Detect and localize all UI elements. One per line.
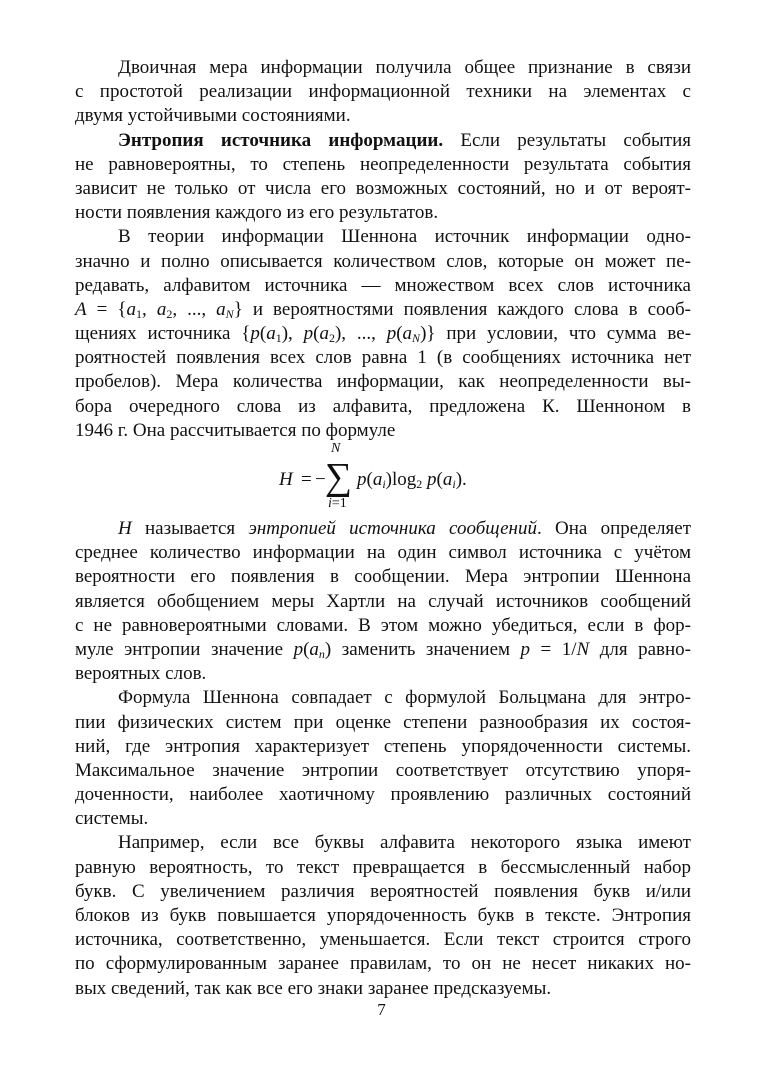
text-line — [75, 129, 691, 153]
text-fragment: ) — [385, 469, 392, 490]
text-line: вероятных слов. — [75, 663, 207, 685]
math-var: p — [250, 323, 260, 345]
text-line: букв. С увеличением различия вероятностей появления букв и/или — [75, 880, 691, 902]
page-number: 7 — [377, 1000, 386, 1019]
text-line: с не равновероятными словами. В этом можно убедиться, если в фор- — [75, 614, 691, 636]
text-line: равную вероятность, то текст превращается в бессмысленный набор — [75, 856, 691, 878]
text-fragment: для равно- — [589, 638, 691, 660]
text-line: 1946 г. Она рассчитывается по формуле — [75, 419, 396, 441]
text-fragment: ( — [313, 323, 320, 345]
text-fragment: Если результаты события — [443, 129, 691, 151]
text-line: ний, где энтропия характеризует степень упорядоченности системы. — [75, 735, 691, 757]
text-fragment: = { — [86, 298, 127, 320]
text-line: Двоичная мера информации получила общее признание в связи — [118, 57, 691, 78]
text-fragment: называется — [131, 518, 249, 539]
sum-upper-limit: N — [331, 441, 341, 456]
text-line: Например, если все буквы алфавита некоторого языка имеют — [118, 832, 691, 854]
math-subscript: 2 — [166, 306, 173, 321]
text-line — [75, 322, 691, 346]
text-line: бора очередного слова из алфавита, предложена К. Шенноном в — [75, 395, 691, 417]
paragraph — [75, 129, 691, 226]
math-var: p — [303, 323, 314, 345]
math-var: p — [293, 638, 304, 660]
text-fragment: ( — [259, 323, 267, 345]
text-fragment: щениях источника { — [75, 323, 251, 345]
math-var: i — [452, 477, 456, 491]
text-line: ности появления каждого из его результатов. — [75, 202, 439, 224]
text-fragment: , ..., — [172, 298, 217, 320]
math-subscript: 2 — [328, 331, 335, 346]
text-fragment: ), ..., — [334, 323, 387, 345]
paragraph — [75, 831, 691, 1000]
text-line: В теории информации Шеннона источник информации одно- — [118, 226, 691, 248]
sum-symbol: ∑ — [325, 456, 353, 498]
math-var: a — [442, 469, 453, 490]
text-fragment: муле энтропии значение — [75, 638, 294, 660]
math-subscript: 1 — [275, 331, 282, 346]
text-line: пии физических систем при оценке степени разнообразия их состоя- — [75, 711, 691, 733]
formula-minus: − — [315, 469, 326, 490]
sum-lower-limit: i=1 — [328, 496, 347, 511]
text-fragment: ( — [396, 323, 403, 345]
math-var: p — [422, 469, 437, 490]
text-line — [75, 638, 691, 662]
text-line: пробелов). Мера количества информации, как неопределенности вы- — [75, 371, 691, 393]
text-line: вых сведений, так как все его знаки заранее предсказуемы. — [75, 977, 552, 999]
text-line: двумя устойчивыми состояниями. — [75, 105, 351, 127]
math-var: A — [75, 298, 87, 320]
math-var: H — [118, 518, 132, 539]
text-line: роятностей появления всех слов равна 1 (в сообщениях источника нет — [75, 347, 691, 369]
formula-body — [357, 466, 467, 494]
text-fragment: )} при условии, что сумма ве- — [420, 323, 692, 345]
text-fragment: = 1/ — [530, 638, 577, 660]
text-line: среднее количество информации на один символ источника с учётом — [75, 542, 691, 564]
math-var: a — [126, 298, 137, 320]
text-fragment: ). — [455, 469, 467, 490]
math-var: p — [520, 638, 531, 660]
text-fragment: } и вероятностями появления каждого слова в сооб- — [233, 298, 692, 320]
math-var: a — [156, 298, 167, 320]
text-fragment: ), — [281, 323, 304, 345]
text-line: является обобщением меры Хартли на случай источников сообщений — [75, 590, 691, 612]
math-var: a — [402, 323, 413, 345]
entropy-formula — [75, 441, 691, 516]
formula-equals: = — [301, 469, 312, 490]
text-line — [75, 517, 691, 541]
math-subscript — [412, 331, 420, 345]
text-fragment: , — [142, 298, 157, 320]
math-subscript: 1 — [136, 306, 143, 321]
text-fragment: ( — [436, 469, 443, 490]
page-body — [75, 56, 691, 1001]
text-fragment: ( — [303, 638, 310, 660]
math-var: N — [225, 306, 234, 321]
math-subscript — [226, 307, 234, 321]
math-var: a — [266, 323, 276, 345]
text-line: системы. — [75, 808, 149, 830]
math-var: N — [576, 638, 590, 660]
text-fragment: . Она определяет — [536, 518, 691, 539]
formula-lhs: H — [279, 469, 293, 490]
text-line: с простотой реализации информационной техники на элементах с — [75, 81, 691, 103]
section-heading: Энтропия источника информации. — [118, 129, 444, 151]
text-line: редавать, алфавитом источника — множеством всех слов источника — [75, 274, 691, 296]
text-line: значно и полно описывается количеством слов, которые он может пе- — [75, 250, 691, 272]
math-var: i — [328, 496, 332, 511]
paragraph — [75, 686, 691, 831]
text-line: источника, соответственно, уменьшается. Если текст строится строго — [75, 929, 691, 951]
math-var: n — [318, 646, 325, 661]
math-var: p — [357, 469, 367, 490]
text-line: по сформулированным заранее правилам, то он не несет никаких но- — [75, 953, 691, 975]
math-var: N — [412, 331, 421, 346]
text-fragment: ) заменить значением — [324, 638, 521, 660]
text-line — [75, 298, 691, 322]
math-var: a — [319, 323, 329, 345]
paragraph — [75, 225, 691, 443]
defined-term: энтропией источника сообщений — [248, 518, 537, 539]
log-operator: log — [392, 469, 417, 490]
math-var: a — [309, 638, 319, 660]
paragraph — [75, 517, 691, 686]
text-line: блоков из букв повышается упорядоченность букв в тексте. Энтропия — [75, 905, 691, 926]
text-line: доченности, наиболее хаотичному проявлению различных состояний — [75, 784, 691, 806]
math-var: p — [386, 323, 397, 345]
math-var: a — [372, 469, 383, 490]
log-base: 2 — [416, 477, 423, 491]
math-var: a — [216, 298, 226, 320]
text-line: Максимальное значение энтропии соответствует отсутствию упоря- — [75, 759, 691, 781]
text-line: вероятности его появления в сообщении. Мера энтропии Шеннона — [75, 566, 691, 588]
text-line: зависит не только от числа его возможных состояний, но и от вероят- — [75, 177, 691, 199]
text-line: Формула Шеннона совпадает с формулой Больцмана для энтро- — [118, 687, 691, 709]
math-var: i — [382, 477, 386, 491]
text-line: не равновероятны, то степень неопределенности результата события — [75, 153, 691, 175]
text-fragment: ( — [366, 469, 373, 490]
paragraph — [75, 56, 691, 129]
